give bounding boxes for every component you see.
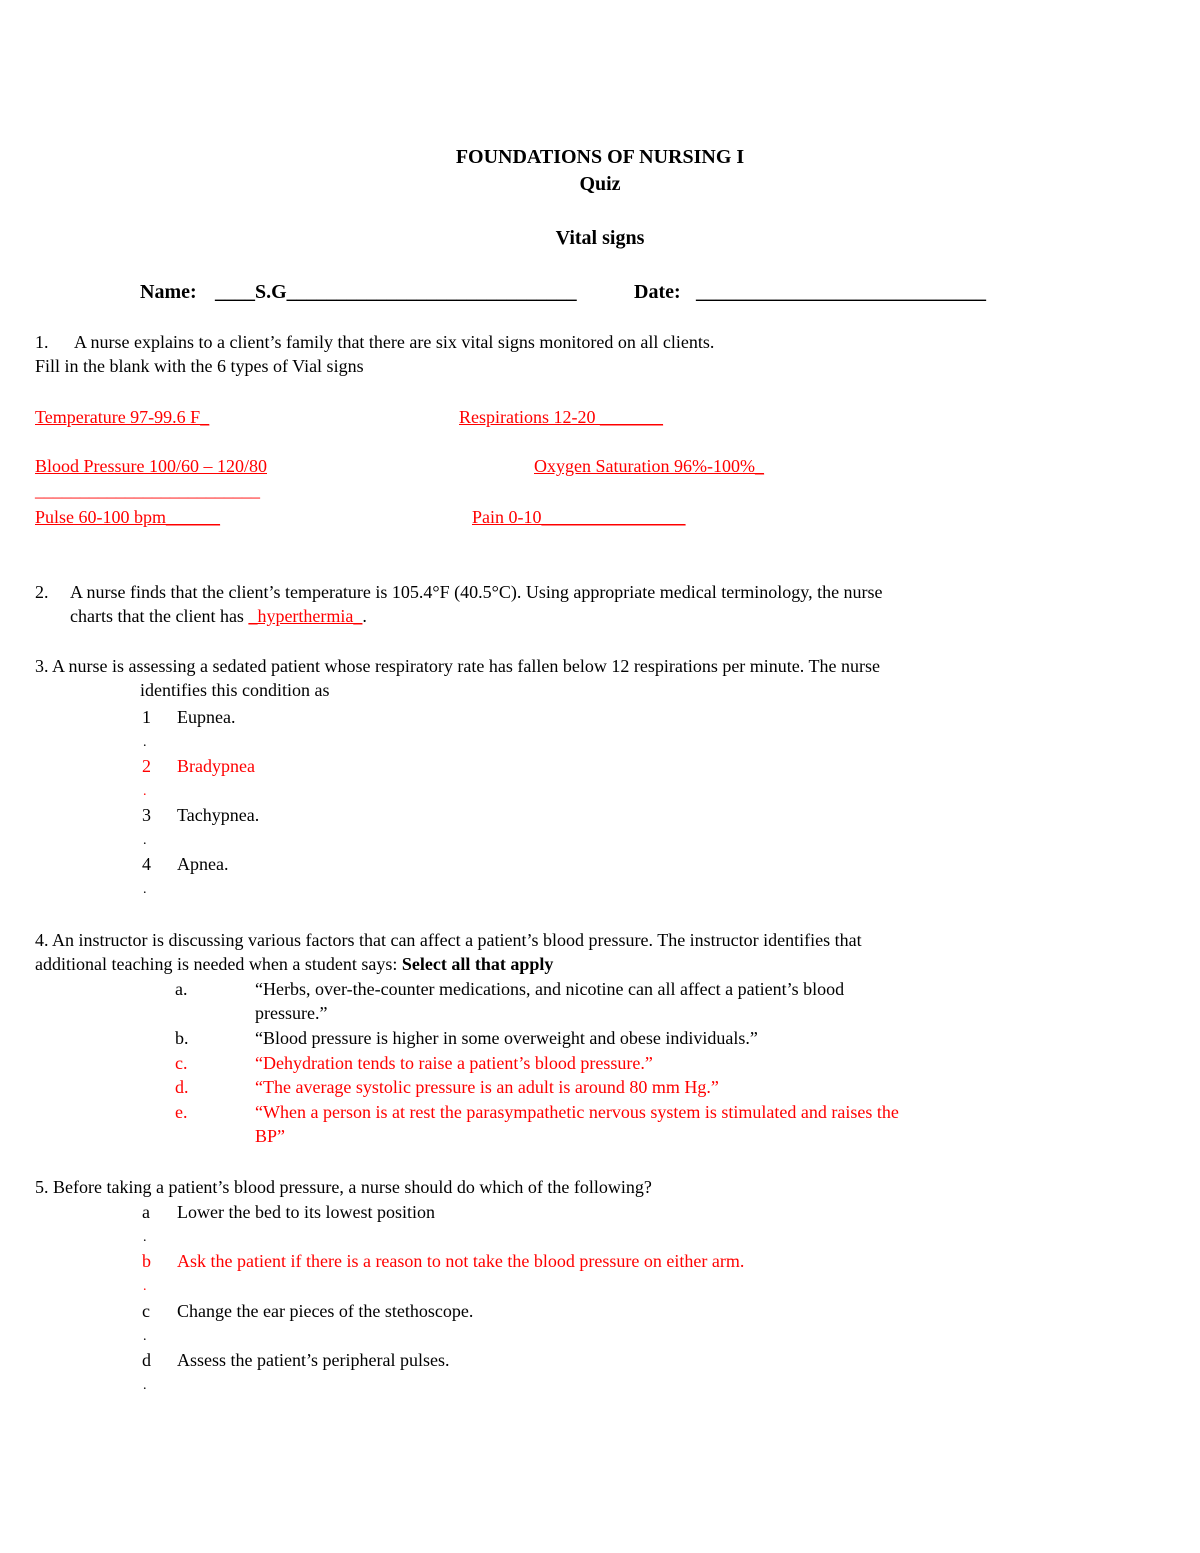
q4-line2-text: additional teaching is needed when a student says: [35,954,402,974]
q4-line2 [35,952,553,976]
q3-line1: 3. A nurse is assessing a sedated patient whose respiratory rate has fallen below 12 respirations per minute. The nurse [35,656,880,676]
q4-option-c-letter: c. [175,1053,188,1073]
q2-line1: A nurse finds that the client’s temperature is 105.4°F (40.5°C). Using appropriate medical terminology, the nurse [70,582,883,602]
date-field[interactable]: _____________________________ [696,281,986,303]
q3-option-4-number: 4 [142,854,151,874]
q5-option-a-dot: . [143,1230,147,1245]
q5-option-b-dot: . [143,1279,147,1294]
q5-option-c-letter: c [142,1301,150,1321]
q4-option-a-text2: pressure.” [255,1003,328,1023]
q3-option-2-number: 2 [142,756,151,776]
q5-option-d-dot: . [143,1378,147,1393]
q4-line1: 4. An instructor is discussing various factors that can affect a patient’s blood pressure. The instructor identifies that [35,930,862,950]
q1-answer-pain[interactable]: Pain 0-10________________ [472,507,686,527]
q2-line2 [70,604,367,628]
q3-option-3-text[interactable]: Tachypnea. [177,805,260,825]
q3-option-4-text[interactable]: Apnea. [177,854,229,874]
q3-option-4-dot: . [143,882,147,897]
q2-line2-pre: charts that the client has [70,606,249,626]
quiz-label: Quiz [579,173,621,195]
q5-option-b-letter: b [142,1251,151,1271]
q3-option-2-text[interactable]: Bradypnea [177,756,255,776]
q3-option-3-number: 3 [142,805,151,825]
q1-answer-pulse[interactable]: Pulse 60-100 bpm______ [35,507,221,527]
q4-option-d-letter: d. [175,1077,189,1097]
q5-option-d-letter: d [142,1350,151,1370]
q3-line2: identifies this condition as [140,680,330,700]
q1-answer-oxygen[interactable]: Oxygen Saturation 96%-100%_ [534,456,764,476]
q4-select-all: Select all that apply [401,954,554,974]
q4-option-e-text2: BP” [255,1126,286,1146]
q2-number: 2. [35,582,49,602]
q1-text: A nurse explains to a client’s family that there are six vital signs monitored on all clients. [74,332,715,352]
q1-instruction: Fill in the blank with the 6 types of Vial signs [35,356,364,376]
q5-option-a-text[interactable]: Lower the bed to its lowest position [177,1202,435,1222]
q5-option-a-letter: a [142,1202,150,1222]
q4-option-b-letter: b. [175,1028,189,1048]
q3-option-1-number: 1 [142,707,151,727]
date-label: Date: [634,281,681,303]
name-field[interactable]: ____S.G_____________________________ [215,281,577,303]
q3-option-1-text[interactable]: Eupnea. [177,707,236,727]
q1-blood-pressure-line: _________________________ [35,480,260,500]
topic-title: Vital signs [555,227,645,249]
q1-answer-temperature[interactable]: Temperature 97-99.6 F_ [35,407,210,427]
q5-option-c-dot: . [143,1329,147,1344]
course-title: FOUNDATIONS OF NURSING I [455,146,745,168]
q4-option-e-letter: e. [175,1102,188,1122]
q1-number: 1. [35,332,49,352]
q3-option-1-dot: . [143,735,147,750]
q4-option-c-text[interactable]: “Dehydration tends to raise a patient’s blood pressure.” [255,1053,653,1073]
q3-option-2-dot: . [143,784,147,799]
name-label: Name: [140,281,197,303]
q2-answer[interactable]: _hyperthermia_ [248,606,363,626]
q4-option-b-text[interactable]: “Blood pressure is higher in some overweight and obese individuals.” [255,1028,758,1048]
q4-option-a-text[interactable]: “Herbs, over-the-counter medications, and nicotine can all affect a patient’s blood [255,979,845,999]
q2-line2-post: . [362,606,367,626]
q4-option-a-letter: a. [175,979,188,999]
q5-option-b-text[interactable]: Ask the patient if there is a reason to not take the blood pressure on either arm. [177,1251,745,1271]
q5-option-c-text[interactable]: Change the ear pieces of the stethoscope. [177,1301,474,1321]
q3-option-3-dot: . [143,833,147,848]
q5-option-d-text[interactable]: Assess the patient’s peripheral pulses. [177,1350,450,1370]
q4-option-d-text[interactable]: “The average systolic pressure is an adult is around 80 mm Hg.” [255,1077,719,1097]
q5-line1: 5. Before taking a patient’s blood pressure, a nurse should do which of the following? [35,1177,652,1197]
q1-answer-respirations[interactable]: Respirations 12-20 _______ [459,407,663,427]
q1-answer-blood-pressure[interactable]: Blood Pressure 100/60 – 120/80 [35,456,267,476]
q4-option-e-text[interactable]: “When a person is at rest the parasympathetic nervous system is stimulated and raises the [255,1102,899,1122]
